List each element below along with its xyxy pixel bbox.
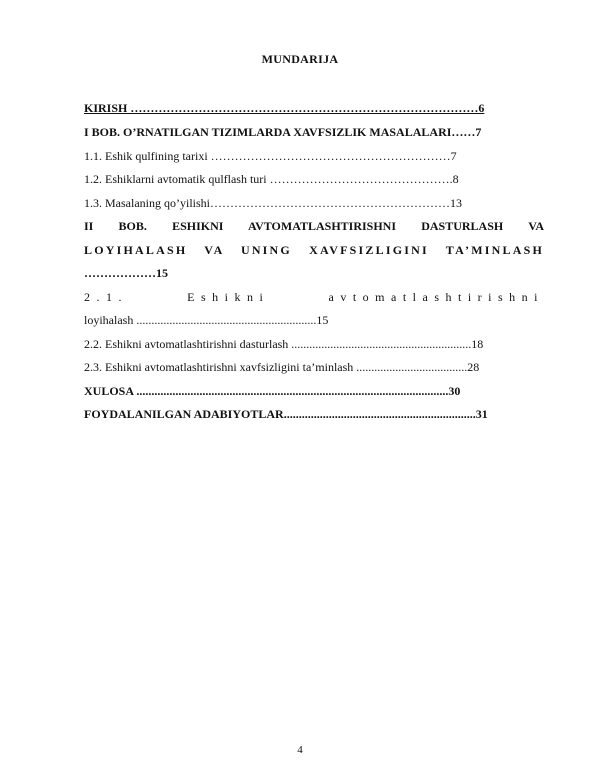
page-title: MUNDARIJA bbox=[261, 52, 339, 66]
toc-entry-chapter-1[interactable]: I BOB. O’RNATILGAN TIZIMLARDA XAVFSIZLIK MASALALARI……7 bbox=[84, 125, 482, 139]
toc-entry-2-1-line-2[interactable]: loyihalash ............................................................15 bbox=[84, 313, 329, 327]
page-number: 4 bbox=[297, 744, 303, 756]
toc-entry-1-3[interactable]: 1.3. Masalaning qo’yilishi……………………………………………………13 bbox=[84, 196, 462, 210]
toc-entry-2-1-line-1[interactable]: 2.1. Eshikni avtomatlashtirishni bbox=[84, 290, 544, 304]
toc-entry-chapter-2-line-1[interactable]: II BOB. ESHIKNI AVTOMATLASHTIRISHNI DASTURLASH VA bbox=[84, 219, 544, 233]
toc-entry-references[interactable]: FOYDALANILGAN ADABIYOTLAR................................................................31 bbox=[84, 407, 488, 421]
toc-entry-1-1[interactable]: 1.1. Eshik qulfining tarixi ……………………………………………………7 bbox=[84, 149, 457, 163]
toc-entry-2-3[interactable]: 2.3. Eshikni avtomatlashtirishni xavfsizligini ta’minlash .....................................28 bbox=[84, 360, 480, 374]
toc-entry-kirish[interactable]: KIRISH ……………………………………………………………………………6 bbox=[84, 101, 485, 115]
toc-entry-chapter-2-line-3[interactable]: ………………15 bbox=[84, 266, 168, 280]
toc-entry-2-2[interactable]: 2.2. Eshikni avtomatlashtirishni dasturlash ............................................................18 bbox=[84, 337, 484, 351]
toc-entry-1-2[interactable]: 1.2. Eshiklarni avtomatik qulflash turi ……………………………………….8 bbox=[84, 172, 459, 186]
toc-entry-xulosa[interactable]: XULOSA ........................................................................................................30 bbox=[84, 384, 461, 398]
toc-entry-chapter-2-line-2[interactable]: LOYIHALASH VA UNING XAVFSIZLIGINI TA’MINLASH bbox=[84, 243, 544, 257]
